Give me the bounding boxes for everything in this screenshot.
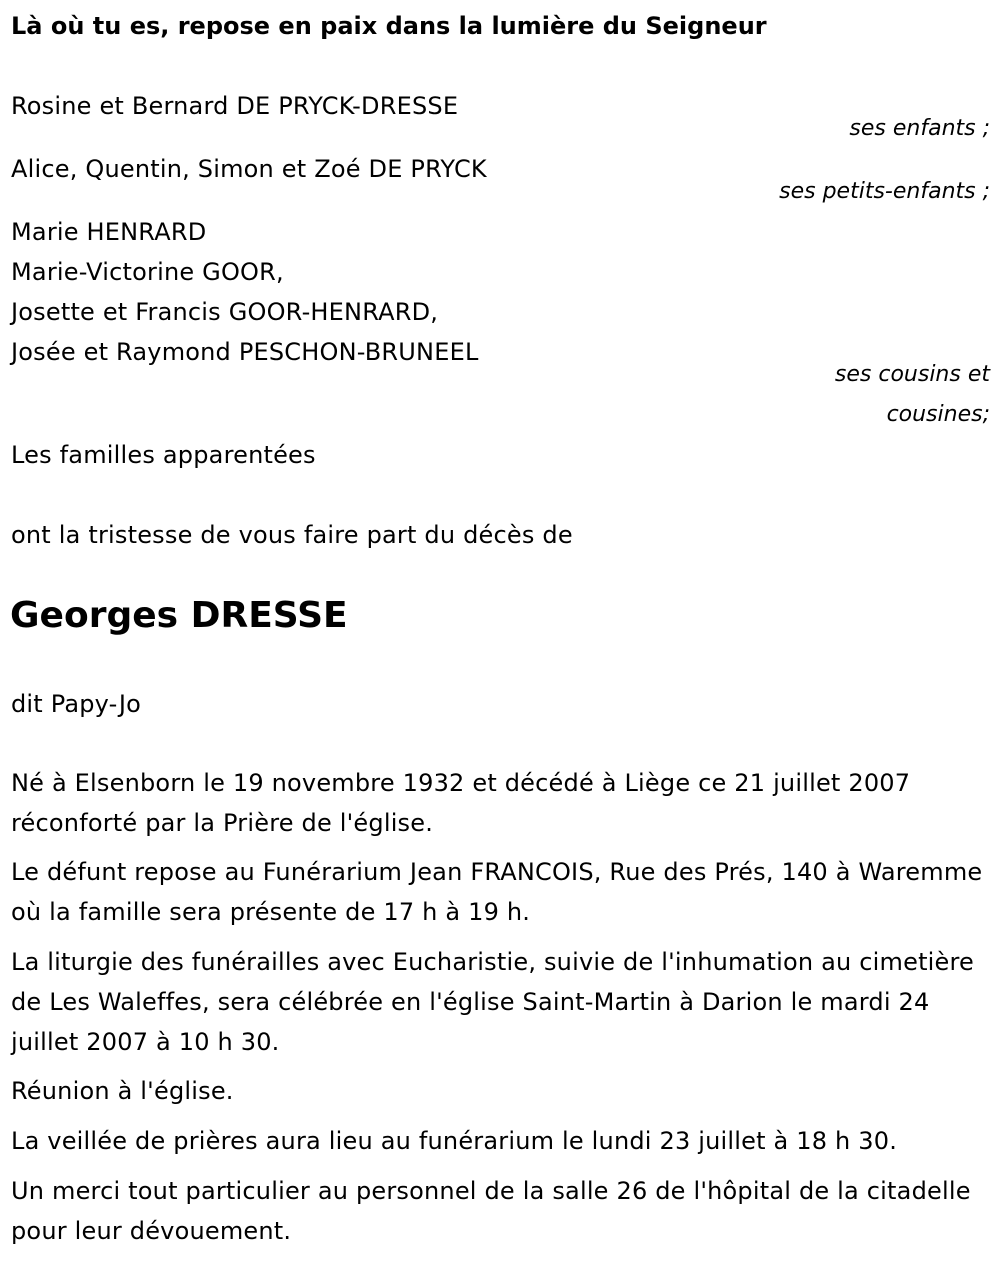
gathering-paragraph: Réunion à l'église. bbox=[11, 1077, 234, 1105]
liturgy-paragraph: La liturgie des funérailles avec Eucharistie, suivie de l'inhumation au cimetière de Les Waleffes, sera célébrée en l'église Saint-Martin à Darion le mardi 24 juillet 2007 à 10 h 30. bbox=[11, 948, 975, 1056]
relatives-line: Les familles apparentées bbox=[11, 441, 316, 469]
grandchildren-names: Alice, Quentin, Simon et Zoé DE PRYCK bbox=[11, 155, 487, 183]
vigil-paragraph: La veillée de prières aura lieu au funérarium le lundi 23 juillet à 18 h 30. bbox=[11, 1127, 898, 1155]
deceased-nickname: dit Papy-Jo bbox=[11, 690, 142, 718]
cousin-name: Josée et Raymond PESCHON-BRUNEEL bbox=[11, 338, 479, 366]
grandchildren-role: ses petits-enfants ; bbox=[779, 179, 990, 204]
cousin-name: Josette et Francis GOOR-HENRARD, bbox=[11, 298, 439, 326]
announcement-line: ont la tristesse de vous faire part du décès de bbox=[11, 521, 573, 549]
cousins-role-line2: cousines; bbox=[886, 402, 990, 427]
funeral-home-paragraph: Le défunt repose au Funérarium Jean FRANCOIS, Rue des Prés, 140 à Waremme où la famille sera présente de 17 h à 19 h. bbox=[11, 858, 983, 926]
birth-death-paragraph: Né à Elsenborn le 19 novembre 1932 et décédé à Liège ce 21 juillet 2007 réconforté par la Prière de l'église. bbox=[11, 769, 911, 837]
children-role: ses enfants ; bbox=[849, 116, 990, 141]
motto-heading: Là où tu es, repose en paix dans la lumière du Seigneur bbox=[11, 12, 767, 40]
cousin-name: Marie HENRARD bbox=[11, 218, 207, 246]
cousin-name: Marie-Victorine GOOR, bbox=[11, 258, 284, 286]
children-names: Rosine et Bernard DE PRYCK-DRESSE bbox=[11, 92, 459, 120]
thanks-paragraph: Un merci tout particulier au personnel de la salle 26 de l'hôpital de la citadelle pour leur dévouement. bbox=[11, 1177, 971, 1245]
cousins-role-line1: ses cousins et bbox=[834, 362, 990, 387]
deceased-name: Georges DRESSE bbox=[10, 595, 348, 636]
